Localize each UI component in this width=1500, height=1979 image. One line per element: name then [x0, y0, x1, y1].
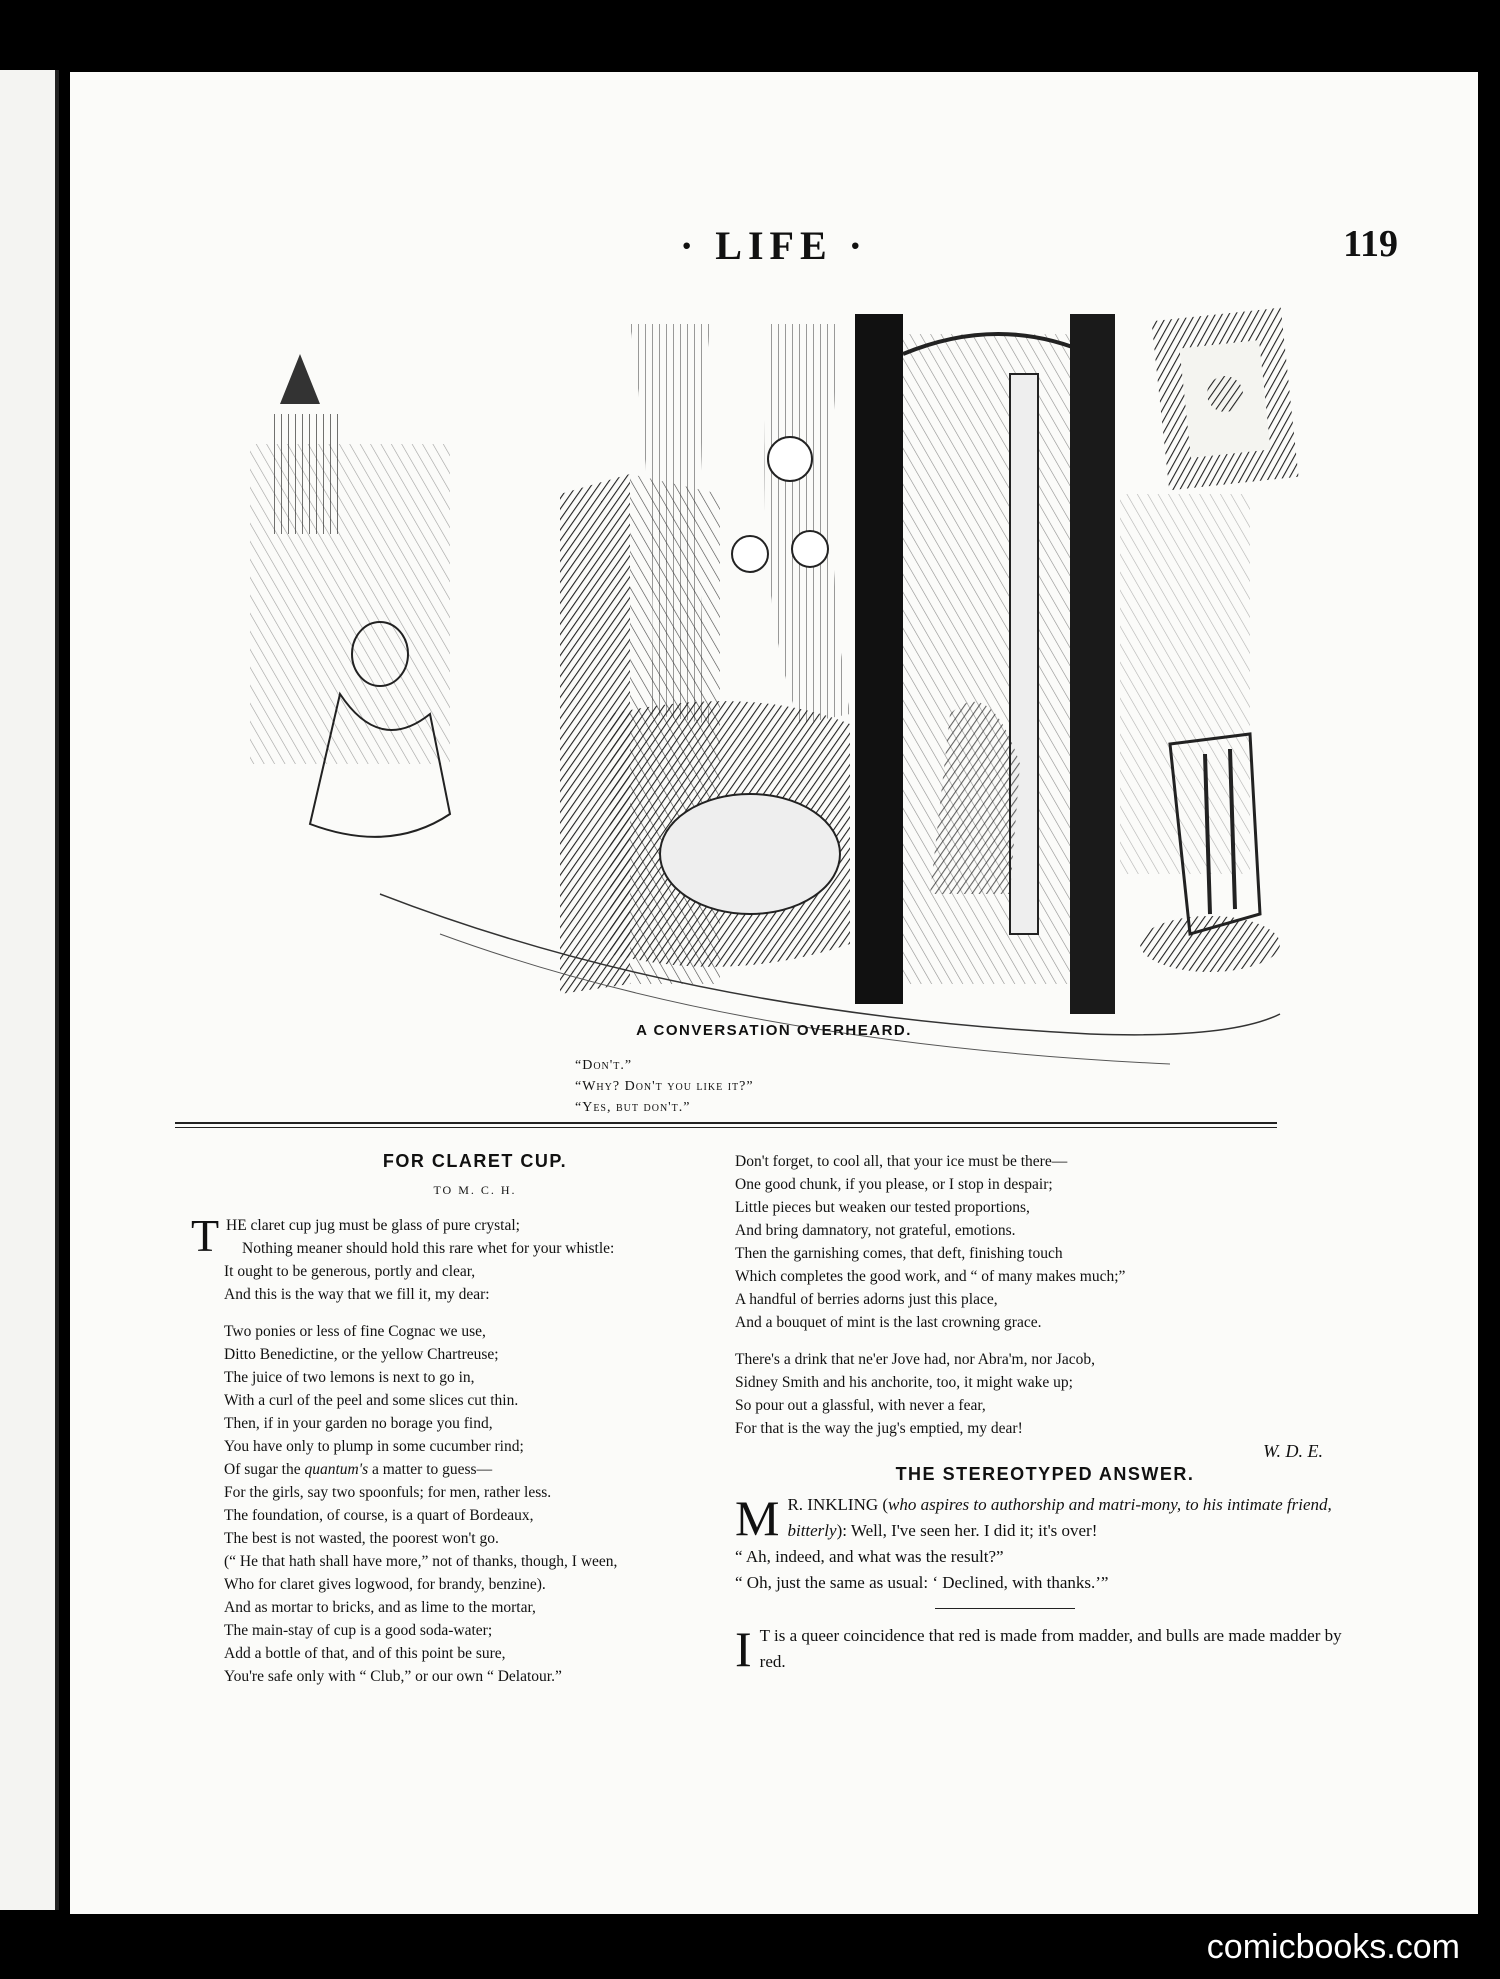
poem-line: Ditto Benedictine, or the yellow Chartreuse;: [224, 1346, 499, 1363]
short-divider: [935, 1608, 1075, 1609]
cartoon-caption: A CONVERSATION OVERHEARD.: [636, 1022, 912, 1039]
italic-aside: who aspires to authorship and matri-mony, to his intimate friend, bitterly: [787, 1495, 1332, 1540]
magazine-page: [70, 72, 1478, 1914]
poem-line: Then the garnishing comes, that deft, finishing touch: [735, 1245, 1063, 1262]
poem-line: There's a drink that ne'er Jove had, nor Abra'm, nor Jacob,: [735, 1351, 1096, 1368]
masthead-title: · LIFE ·: [679, 223, 869, 268]
page-number: 119: [1343, 223, 1398, 265]
cartoon-dialogue: [575, 1055, 754, 1118]
poem-line: Two ponies or less of fine Cognac we use,: [224, 1323, 486, 1340]
poem-line: The foundation, of course, is a quart of Bordeaux,: [224, 1507, 534, 1524]
poem-line: So pour out a glassful, with never a fear,: [735, 1397, 986, 1414]
section-divider: [175, 1122, 1277, 1124]
poem-line: You're safe only with “ Club,” or our own “ Delatour.”: [224, 1668, 562, 1685]
drop-cap: M: [735, 1490, 780, 1546]
dialogue-line: “Why? Don't you like it?”: [575, 1079, 754, 1094]
poem-stanza-1: [190, 1210, 760, 1306]
poem-line: Add a bottle of that, and of this point be sure,: [224, 1645, 506, 1662]
poem-line: Nothing meaner should hold this rare whet for your whistle:: [242, 1240, 615, 1257]
poem-title: FOR CLARET CUP.: [382, 1151, 568, 1171]
poem-line: And this is the way that we fill it, my dear:: [224, 1286, 490, 1303]
poem-line: The main-stay of cup is a good soda-water;: [224, 1622, 493, 1639]
poem-column: [190, 1150, 760, 1688]
poem-line: For the girls, say two spoonfuls; for men, rather less.: [224, 1484, 552, 1501]
poem-line: HE claret cup jug must be glass of pure crystal;: [226, 1217, 520, 1234]
drop-cap: T: [190, 1210, 220, 1261]
poem-line: For that is the way the jug's emptied, my dear!: [735, 1420, 1023, 1437]
poem-line: And as mortar to bricks, and as lime to the mortar,: [224, 1599, 536, 1616]
poem-line: Sidney Smith and his anchorite, too, it might wake up;: [735, 1374, 1073, 1391]
answer-line: “ Oh, just the same as usual: ‘ Declined, with thanks.’”: [735, 1573, 1109, 1592]
poem-stanza-2: [190, 1320, 760, 1688]
right-column: [735, 1150, 1355, 1675]
poem-line: Little pieces but weaken our tested proportions,: [735, 1199, 1030, 1216]
poem-line: And bring damnatory, not grateful, emotions.: [735, 1222, 1016, 1239]
italic-word: quantum's: [304, 1461, 369, 1478]
answer-title: THE STEREOTYPED ANSWER.: [895, 1464, 1195, 1484]
poem-dedication: TO M. C. H.: [433, 1183, 517, 1197]
poem-line: The best is not wasted, the poorest won't go.: [224, 1530, 499, 1547]
facing-page-edge: [0, 70, 59, 1910]
cartoon-illustration: [190, 294, 1330, 1084]
poem-line: Which completes the good work, and “ of many makes much;”: [735, 1268, 1126, 1285]
poem-stanza-3: [735, 1150, 1355, 1334]
poem-line: With a curl of the peel and some slices cut thin.: [224, 1392, 519, 1409]
poem-line: You have only to plump in some cucumber rind;: [224, 1438, 524, 1455]
poem-line: And a bouquet of mint is the last crowning grace.: [735, 1314, 1042, 1331]
poem-line: Of sugar the quantum's a matter to guess—: [224, 1461, 493, 1478]
poem-stanza-4: [735, 1348, 1355, 1440]
quip-paragraph: I T is a queer coincidence that red is made from madder, and bulls are made madder by red.: [735, 1621, 1342, 1677]
poem-signature: W. D. E.: [1263, 1441, 1323, 1461]
dialogue-line: “Don't.”: [575, 1058, 633, 1073]
poem-line: Who for claret gives logwood, for brandy, benzine).: [224, 1576, 546, 1593]
answer-line: “ Ah, indeed, and what was the result?”: [735, 1547, 1004, 1566]
poem-line: The juice of two lemons is next to go in,: [224, 1369, 475, 1386]
watermark-text: comicbooks.com: [1206, 1928, 1460, 1966]
poem-line: It ought to be generous, portly and clear,: [224, 1263, 476, 1280]
poem-line: Then, if in your garden no borage you find,: [224, 1415, 493, 1432]
poem-line: One good chunk, if you please, or I stop in despair;: [735, 1176, 1053, 1193]
drop-cap: I: [735, 1621, 752, 1677]
poem-line: (“ He that hath shall have more,” not of thanks, though, I ween,: [224, 1553, 618, 1570]
poem-line: A handful of berries adorns just this place,: [735, 1291, 998, 1308]
poem-line: Don't forget, to cool all, that your ice must be there—: [735, 1153, 1068, 1170]
answer-paragraph: M R. INKLING (who aspires to authorship and matri-mony, to his intimate friend, bitterly): Well, I've seen her. I did it; it's over!: [735, 1490, 1332, 1546]
section-divider-thin: [175, 1127, 1277, 1128]
dialogue-line: “Yes, but don't.”: [575, 1100, 691, 1115]
